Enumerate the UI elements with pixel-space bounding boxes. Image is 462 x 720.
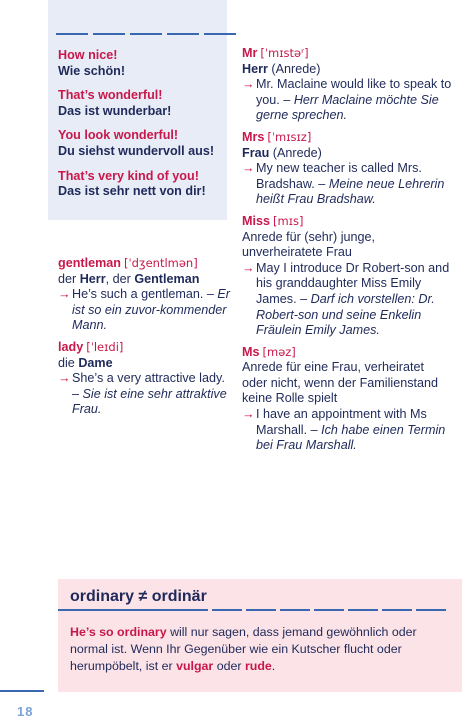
entry-miss	[242, 214, 452, 339]
page-number: 18	[17, 704, 34, 719]
entry-gentleman	[58, 256, 230, 334]
example-german: Er ist so ein zuvor-kommender Mann.	[72, 287, 230, 333]
headword: Mr	[242, 46, 258, 60]
note-text: He’s so ordinary will nur sagen, dass jemand gewöhnlich oder normal ist. Wenn Ihr Gegenüber wie ein Kutscher flucht oder herumpöbelt, ist er vulgar oder rude.	[70, 625, 417, 673]
pronunciation: [mɪs]	[273, 213, 304, 228]
headword: gentleman	[58, 256, 121, 270]
example: → Mr. Maclaine would like to speak to you. – Herr Maclaine möchte Sie gerne sprechen.	[242, 77, 452, 123]
phrase-german: Du siehst wundervoll aus!	[58, 143, 215, 158]
example-english: Mr. Maclaine would like to speak to you.	[256, 77, 452, 107]
example-english: May I introduce Dr Robert-son and his granddaughter Miss Emily James.	[256, 260, 450, 306]
right-column	[242, 46, 452, 460]
example: → My new teacher is called Mrs. Bradshaw. – Meine neue Lehrerin heißt Frau Bradshaw.	[242, 161, 445, 207]
phrase-english: That’s wonderful!	[58, 88, 163, 103]
phrase-german: Das ist wunderbar!	[58, 103, 172, 118]
arrow-right-icon: →	[58, 287, 71, 302]
example-german: Meine neue Lehrerin heißt Frau Bradshaw.	[256, 176, 445, 207]
pronunciation: [ˈmɪsɪz]	[267, 129, 312, 144]
phrase-german: Das ist sehr nett von dir!	[58, 184, 206, 199]
phrase-item	[58, 48, 228, 79]
example-german: Herr Maclaine möchte Sie gerne sprechen.	[256, 92, 439, 123]
phrase-english: You look wonderful!	[58, 128, 179, 143]
entry-ms	[242, 345, 452, 454]
example-english: She’s a very attractive lady.	[72, 371, 225, 386]
pronunciation: [ˈdʒentlmən]	[123, 256, 198, 270]
phrase-german: Wie schön!	[58, 63, 126, 78]
phrase-box-dash-rule	[56, 33, 236, 35]
example-german: Ich habe einen Termin bei Frau Marshall.	[256, 422, 446, 453]
example-english: He’s such a gentleman.	[72, 287, 204, 302]
translation: der Herr, der Gentleman	[58, 271, 200, 286]
phrase-item	[58, 88, 228, 119]
arrow-right-icon: →	[242, 77, 255, 92]
left-column	[58, 256, 230, 424]
pronunciation: [ˈmɪstəʳ]	[260, 46, 309, 60]
entry-mr	[242, 46, 452, 124]
example: → I have an appointment with Ms Marshall. – Ich habe einen Termin bei Frau Marshall.	[242, 407, 446, 453]
phrase-item	[58, 169, 228, 200]
arrow-right-icon: →	[242, 407, 255, 422]
page-number-rule	[0, 690, 44, 692]
pronunciation: [məz]	[262, 344, 296, 359]
translation: Herr (Anrede)	[242, 61, 321, 76]
phrase-item	[58, 128, 228, 159]
translation: Anrede für (sehr) junge, unverheiratete Frau	[242, 229, 376, 260]
entry-mrs	[242, 130, 452, 208]
phrase-english: That’s very kind of you!	[58, 168, 199, 183]
phrase-list	[58, 48, 228, 209]
headword: Miss	[242, 213, 270, 228]
entry-lady	[58, 340, 230, 418]
translation: Frau (Anrede)	[242, 145, 322, 160]
translation: die Dame	[58, 355, 113, 370]
note-dash-rule	[58, 609, 446, 611]
pronunciation: [ˈleɪdi]	[86, 339, 124, 354]
example-english: I have an appointment with Ms Marshall.	[256, 407, 427, 437]
headword: lady	[58, 339, 84, 354]
example: → He’s such a gentleman. – Er ist so ein zuvor-kommender Mann.	[58, 287, 230, 333]
phrase-english: How nice!	[58, 48, 118, 62]
example: → She’s a very attractive lady. – Sie ist eine sehr attraktive Frau.	[58, 371, 227, 417]
note-title: ordinary ≠ ordinär	[70, 588, 207, 605]
arrow-right-icon: →	[58, 371, 71, 386]
example-german: Sie ist eine sehr attraktive Frau.	[72, 386, 227, 417]
example-german: Darf ich vorstellen: Dr. Robert-son und seine Enkelin Fräulein Emily James.	[256, 291, 435, 338]
headword: Ms	[242, 344, 260, 359]
headword: Mrs	[242, 129, 265, 144]
example-english: My new teacher is called Mrs. Bradshaw.	[256, 161, 422, 191]
arrow-right-icon: →	[242, 260, 255, 275]
translation: Anrede für eine Frau, verheiratet oder nicht, wenn der Familienstand keine Rolle spielt	[242, 360, 439, 406]
example: → May I introduce Dr Robert-son and his granddaughter Miss Emily James. – Darf ich vorstellen: Dr. Robert-son und seine Enkelin Fräulein Emily James.	[242, 260, 450, 338]
arrow-right-icon: →	[242, 161, 255, 176]
